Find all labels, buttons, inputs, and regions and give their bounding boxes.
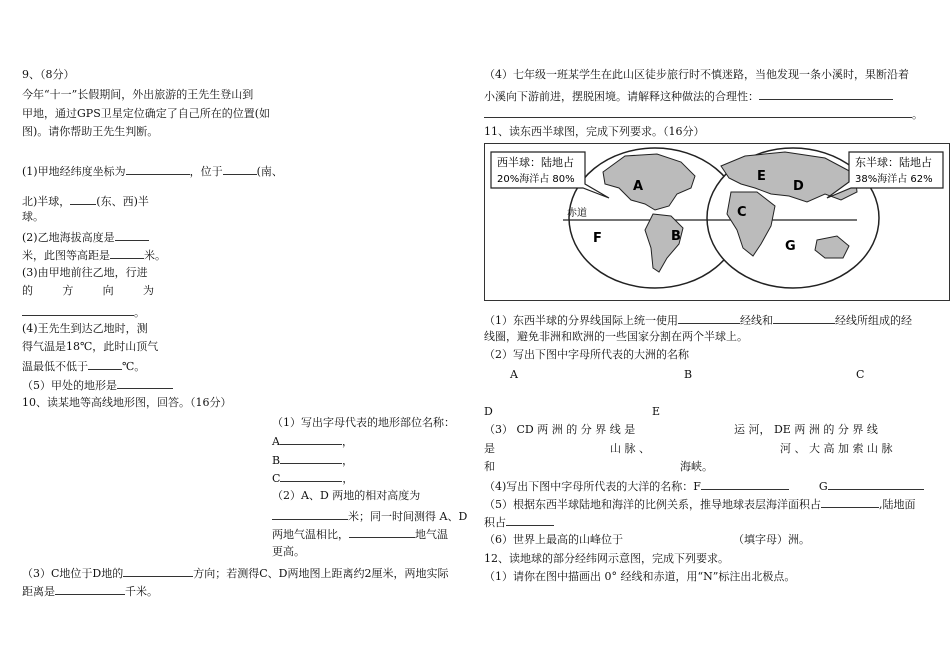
q10-a-comma: ，	[341, 435, 353, 448]
hemisphere-map	[484, 143, 950, 301]
q9-interval-blank[interactable]	[110, 247, 144, 259]
q11-part3-text-f: 和	[484, 460, 495, 473]
q9-part1-line2	[22, 193, 149, 209]
west-callout-value: 20%海洋占 80%	[497, 174, 575, 185]
q10-part3-text-b: 方向；若测得C、D两地图上距离约2厘米，两地实际	[193, 567, 449, 580]
q9-temperature-blank[interactable]	[88, 358, 122, 370]
q9-part2-line1	[22, 229, 149, 245]
q10-part2-line1: （2）A、D 两地的相对高度为	[272, 489, 421, 502]
q9-altitude-blank[interactable]	[115, 229, 149, 241]
q9-part2-line2	[22, 247, 166, 263]
q9-part3-char4: 为	[142, 284, 154, 297]
q11-heading: 11、读东西半球图，完成下列要求。（16分）	[484, 125, 705, 138]
q10-b-letter: B	[272, 454, 281, 467]
q11-ocean-area-blank[interactable]	[821, 496, 879, 508]
q10-part2-text-b: 米；同一时间测得 A、D	[348, 510, 468, 523]
q11-part2-line: （2）写出下图中字母所代表的大洲的名称	[484, 348, 689, 361]
q10-part3-text-a: （3）C地位于D地的	[22, 567, 124, 580]
q11-letter-a: A	[510, 368, 518, 381]
q10-part2-line4: 更高。	[272, 545, 305, 558]
q11-part3-text-c: 是	[484, 442, 495, 455]
q11-part5-line1	[484, 496, 916, 512]
q11-letter-e: E	[652, 405, 661, 418]
q9-heading: 9、（8分）	[22, 68, 75, 81]
q11-part5-text-b: ,陆地面	[879, 498, 916, 511]
east-callout-title: 东半球：陆地占	[855, 156, 932, 169]
q9-part5-line	[22, 377, 173, 393]
q11-part1-line2: 线圈，避免非洲和欧洲的一些国家分割在两个半球上。	[484, 330, 748, 343]
q4-reason-blank-1[interactable]	[759, 88, 893, 100]
q11-west-meridian-blank[interactable]	[678, 312, 740, 324]
q11-part1-text-a: （1）东西半球的分界线国际上统一使用	[484, 314, 678, 327]
q9-part1-line1	[22, 163, 283, 179]
q9-direction-blank[interactable]	[22, 304, 134, 316]
q11-part4-text-b: G	[818, 480, 828, 493]
q10-heading: 10、读某地等高线地形图，回答。（16分）	[22, 396, 232, 409]
q12-part1-line: （1）请你在图中描画出 0° 经线和赤道，用“N”标注出北极点。	[484, 570, 796, 583]
q11-part1-text-c: 经线所组成的经	[835, 314, 912, 327]
q10-part2-text-c: 两地气温相比，	[272, 528, 349, 541]
q9-part3-period: 。	[134, 306, 145, 319]
q11-part6-text-a: （6）世界上最高的山峰位于	[484, 533, 623, 546]
east-callout-value: 38%海洋占 62%	[855, 174, 933, 185]
q10-part2-line2	[272, 508, 467, 524]
q9-part4-line1: (4)王先生到达乙地时，测	[22, 322, 148, 335]
q11-ocean-g-blank[interactable]	[828, 478, 924, 490]
q10-a-blank[interactable]	[280, 433, 342, 445]
q11-part5-text-c: 积占	[484, 516, 506, 529]
q9-part4-line2: 得气温是18℃，此时山顶气	[22, 340, 159, 353]
q11-part3-text-e: 河 、 大 高 加 索 山 脉	[780, 442, 893, 455]
q10-c-line	[272, 470, 353, 486]
q9-part2-text-c: 米。	[144, 249, 166, 262]
q9-hemisphere-ew-blank[interactable]	[70, 193, 96, 205]
q10-b-line	[272, 452, 353, 468]
q11-letter-d: D	[484, 405, 493, 418]
q11-part3-text-d: 山 脉 、	[610, 442, 650, 455]
q9-part3-char1: 的	[22, 284, 33, 297]
q9-part3-char2: 方	[62, 284, 74, 297]
q9-coord-blank[interactable]	[126, 163, 190, 175]
q10-b-comma: ，	[342, 454, 354, 467]
q10-part3-line1	[22, 565, 448, 581]
q10-part2-line3	[272, 526, 448, 542]
q9-part4-text-d: ℃。	[122, 360, 146, 373]
q9-part1-text-a: (1)甲地经纬度坐标为	[22, 165, 126, 178]
q11-part5-text-a: （5）根据东西半球陆地和海洋的比例关系，推导地球表层海洋面积占	[484, 498, 821, 511]
q4-line2	[484, 88, 893, 104]
q9-part1-line3: 球。	[22, 210, 44, 223]
q4-period: 。	[912, 108, 923, 121]
q9-part1-text-d: 北)半球，	[22, 195, 71, 208]
map-label-f: F	[593, 231, 602, 246]
q12-heading: 12、读地球的部分经纬网示意图，完成下列要求。	[484, 552, 729, 565]
q10-a-letter: A	[272, 435, 280, 448]
q4-text: 小溪向下游前进，摆脱困境。请解释这种做法的合理性：	[484, 90, 759, 103]
equator-label: 赤道	[567, 208, 587, 219]
q9-landform-blank[interactable]	[117, 377, 173, 389]
q9-intro-line2: 甲地，通过GPS卫星定位确定了自己所在的位置(如	[22, 107, 271, 120]
q10-part1-text: （1）写出字母代表的地形部位名称：	[272, 416, 455, 429]
q11-part6-line	[484, 533, 810, 547]
q11-part3-text-a: （3） CD 两 洲 的 分 界 线 是	[484, 423, 636, 436]
q11-part3-text-g: 海峡。	[680, 460, 713, 473]
q11-land-area-blank[interactable]	[506, 514, 554, 526]
q9-intro-line3: 图)。请你帮助王先生判断。	[22, 125, 159, 138]
map-label-d: D	[793, 179, 804, 194]
q9-part3-line1: (3)由甲地前往乙地，行进	[22, 266, 148, 279]
q10-c-blank[interactable]	[280, 470, 342, 482]
q9-part5-text: （5）甲处的地形是	[22, 379, 117, 392]
q10-part3-text-d: 千米。	[125, 585, 158, 598]
q10-height-blank[interactable]	[272, 508, 348, 520]
q9-hemisphere-ns-blank[interactable]	[223, 163, 257, 175]
q9-part3-line3	[22, 304, 145, 320]
map-label-b: B	[671, 229, 681, 244]
q4-reason-blank-2[interactable]	[484, 106, 912, 118]
q11-ocean-f-blank[interactable]	[701, 478, 789, 490]
q10-part2-text-d: 地气温	[415, 528, 448, 541]
q11-letter-b: B	[684, 368, 693, 381]
q10-a-line	[272, 433, 353, 449]
q10-c-comma: ，	[342, 472, 354, 485]
q4-line1: （4）七年级一班某学生在此山区徒步旅行时不慎迷路，当他发现一条小溪时，果断沿着	[484, 68, 909, 81]
q11-part4-text-a: （4)写出下图中字母所代表的大洋的名称：F	[484, 480, 701, 493]
q11-east-meridian-blank[interactable]	[773, 312, 835, 324]
q4-line3	[484, 106, 923, 122]
q9-part2-text-b: 米，此图等高距是	[22, 249, 110, 262]
map-label-a: A	[633, 179, 644, 194]
q9-part2-text-a: (2)乙地海拔高度是	[22, 231, 115, 244]
q10-c-letter: C	[272, 472, 281, 485]
q10-part3-text-c: 距离是	[22, 585, 55, 598]
q9-part1-text-c: (南、	[256, 165, 283, 178]
q9-part3-line2	[22, 284, 154, 298]
map-label-g: G	[785, 239, 796, 254]
q10-direction-blank[interactable]	[123, 565, 193, 577]
q10-part3-line2	[22, 583, 158, 599]
map-label-e: E	[757, 169, 766, 184]
q9-part4-line3	[22, 358, 145, 374]
q11-part5-line2	[484, 514, 554, 530]
q11-letter-c: C	[856, 368, 865, 381]
q9-part1-text-b: ，位于	[189, 165, 223, 178]
q9-part3-char3: 向	[102, 284, 114, 297]
q9-intro-line1: 今年“十一”长假期间，外出旅游的王先生登山到	[22, 88, 254, 101]
q11-part3-text-b: 运 河， DE 两 洲 的 分 界 线	[734, 423, 878, 436]
q11-part1-text-b: 经线和	[740, 314, 773, 327]
hemisphere-map-svg	[485, 144, 949, 300]
q10-distance-blank[interactable]	[55, 583, 125, 595]
q10-temperature-blank[interactable]	[349, 526, 415, 538]
q11-part1-line1	[484, 312, 912, 328]
map-label-c: C	[737, 205, 747, 220]
west-callout-title: 西半球：陆地占	[497, 156, 574, 169]
q9-part4-text-c: 温最低不低于	[22, 360, 88, 373]
q9-part1-text-e: (东、西)半	[96, 195, 149, 208]
q11-part4-line	[484, 478, 924, 494]
q10-b-blank[interactable]	[280, 452, 342, 464]
q11-part6-text-b: （填字母）洲。	[733, 533, 810, 546]
